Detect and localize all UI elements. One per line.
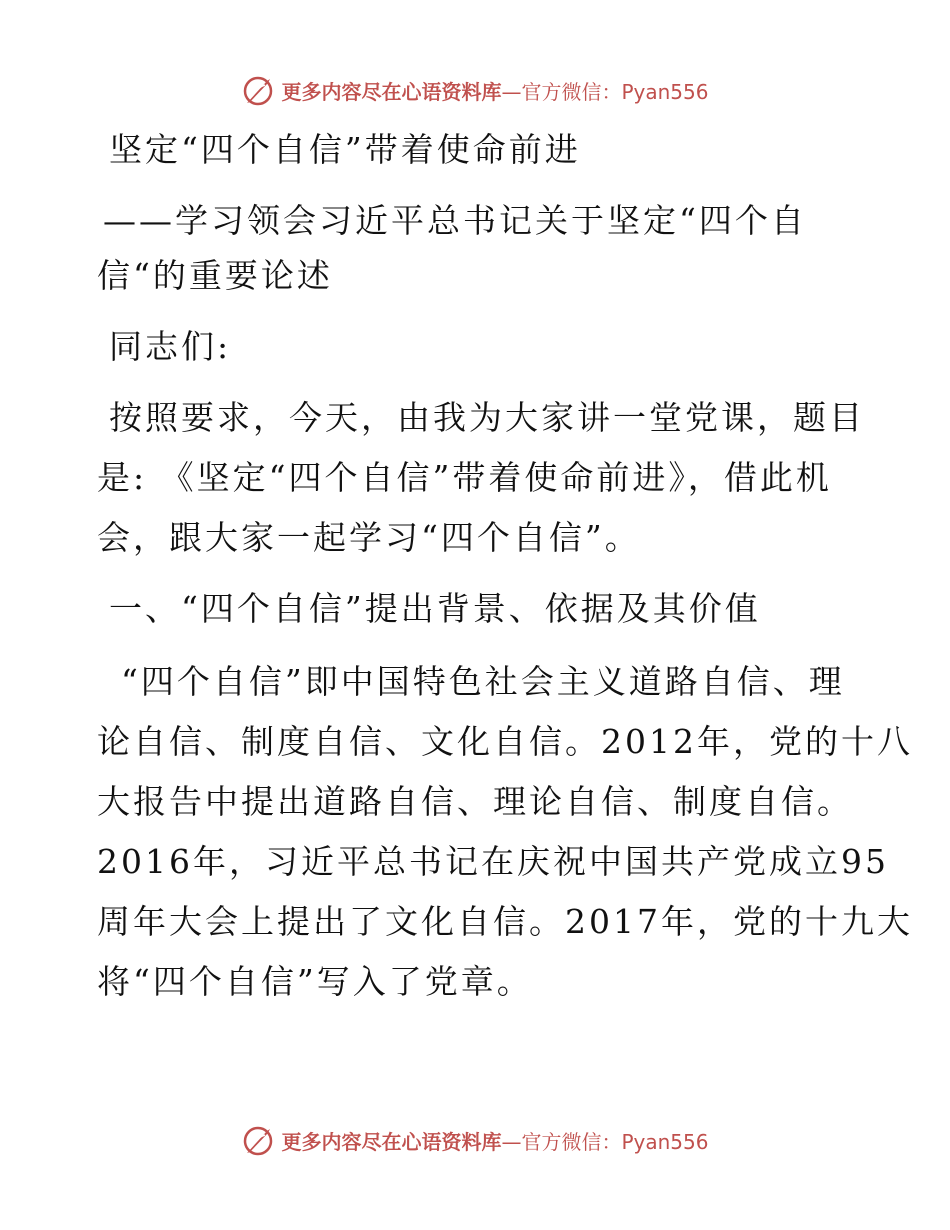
section-heading: 一、“四个自信”提出背景、依据及其价值 (109, 589, 761, 628)
document-title: 坚定“四个自信”带着使命前进 (109, 130, 581, 169)
section-body-line-5: 周年大会上提出了文化自信。2017年，党的十九大 (97, 902, 913, 941)
banner-wechat: 官方微信：Pyan556 (521, 79, 709, 104)
banner-text (281, 76, 708, 105)
document-body (97, 122, 913, 1009)
banner-brand: 更多内容尽在心语资料库 (281, 1129, 502, 1154)
intro-line-2: 是: 《坚定“四个自信”带着使命前进》，借此机 (97, 458, 832, 497)
section-body-line-3: 大报告中提出道路自信、理论自信、制度自信。 (97, 782, 853, 821)
section-body-line-6: 将“四个自信”写入了党章。 (97, 962, 533, 1001)
section-body-line-2: 论自信、制度自信、文化自信。2012年，党的十八 (97, 722, 913, 761)
intro-line-3: 会，跟大家一起学习“四个自信”。 (97, 518, 641, 557)
banner-text (281, 1126, 708, 1155)
banner-dash: — (501, 1129, 522, 1154)
banner-dash: — (501, 79, 522, 104)
header-banner (0, 70, 950, 110)
greeting: 同志们: (109, 327, 232, 366)
section-body-line-1: “四个自信”即中国特色社会主义道路自信、理 (121, 662, 845, 701)
section-body-line-4: 2016年，习近平总书记在庆祝中国共产党成立95 (97, 842, 889, 881)
banner-brand: 更多内容尽在心语资料库 (281, 79, 502, 104)
quill-pen-logo-icon (241, 1123, 275, 1157)
quill-pen-logo-icon (241, 73, 275, 107)
banner-wechat: 官方微信：Pyan556 (521, 1129, 709, 1154)
intro-line-1: 按照要求，今天，由我为大家讲一堂党课，题目 (109, 398, 865, 437)
footer-banner (0, 1120, 950, 1160)
document-subtitle-line-1: ——学习领会习近平总书记关于坚定“四个自 (103, 201, 807, 240)
document-subtitle-line-2: 信“的重要论述 (97, 256, 333, 295)
